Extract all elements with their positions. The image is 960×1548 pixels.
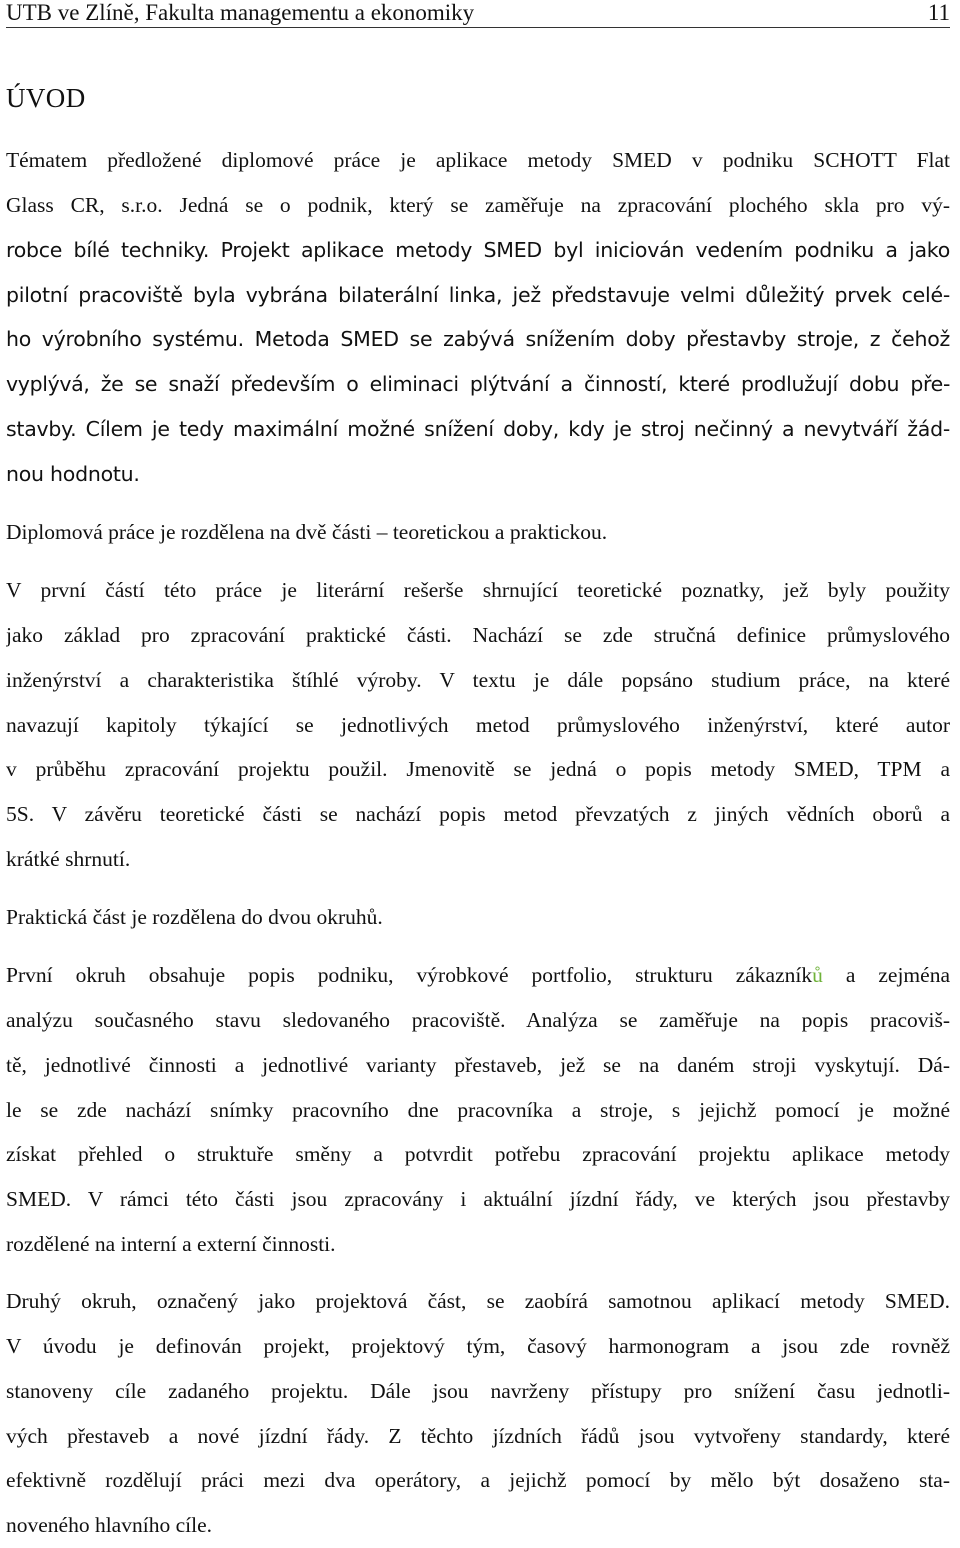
- paragraph-line: le se zde nachází snímky pracovního dne pracovníka a stroje, s jejichž pomocí je možné: [6, 1097, 950, 1122]
- paragraph-line: V úvodu je definován projekt, projektový tým, časový harmonogram a jsou zde rovněž: [6, 1333, 950, 1358]
- page-header: [6, 0, 950, 28]
- paragraph-line: analýzu současného stavu sledovaného pracoviště. Analýza se zaměřuje na popis pracoviš-: [6, 1007, 950, 1032]
- paragraph-line: 5S. V závěru teoretické části se nachází popis metod převzatých z jiných vědních oborů a: [6, 802, 950, 827]
- paragraph-structure: [6, 510, 950, 555]
- paragraph-line: vyplývá, že se snaží především o eliminaci plýtvání a činností, které prodlužují dobu pře-: [6, 372, 950, 397]
- paragraph-line: inženýrství a charakteristika štíhlé výroby. V textu je dále popsáno studium práce, na které: [6, 667, 950, 692]
- paragraph-line: stavby. Cílem je tedy maximální možné snížení doby, kdy je stroj nečinný a nevytváří žád-: [6, 417, 950, 442]
- paragraph-line: noveného hlavního cíle.: [6, 1513, 212, 1538]
- paragraph-line: stanoveny cíle zadaného projektu. Dále jsou navrženy přístupy pro snížení času jednotli-: [6, 1378, 950, 1403]
- paragraph-line: Glass CR, s.r.o. Jedná se o podnik, který se zaměřuje na zpracování plochého skla pro vý-: [6, 192, 950, 217]
- paragraph-line: SMED. V rámci této části jsou zpracovány i aktuální jízdní řády, ve kterých jsou přestavby: [6, 1187, 950, 1212]
- paragraph-line: [6, 953, 950, 998]
- line-text: a zejména: [822, 963, 950, 987]
- paragraph-theory: [6, 568, 950, 882]
- paragraph-line: robce bílé techniky. Projekt aplikace metody SMED byl iniciován vedením podniku a jako: [6, 237, 950, 262]
- section-heading: ÚVOD: [6, 83, 86, 113]
- paragraph-line: Druhý okruh, označený jako projektová část, se zaobírá samotnou aplikací metody SMED.: [6, 1289, 950, 1313]
- paragraph-line: navazují kapitoly týkající se jednotlivých metod průmyslového inženýrství, které autor: [6, 712, 950, 737]
- running-title: UTB ve Zlíně, Fakulta managementu a ekonomiky: [6, 0, 475, 25]
- page-number: 11: [927, 0, 950, 25]
- paragraph-line: vých přestaveb a nové jízdní řády. Z těchto jízdních řádů jsou vytvořeny standardy, které: [6, 1423, 950, 1448]
- paragraph-line: jako základ pro zpracování praktické části. Nachází se zde stručná definice průmyslového: [6, 622, 950, 647]
- paragraph-line: tě, jednotlivé činnosti a jednotlivé varianty přestaveb, jež se na daném stroji vyskytují. Dá-: [6, 1052, 950, 1077]
- paragraph-line: krátké shrnutí.: [6, 847, 131, 872]
- paragraph-line: Praktická část je rozdělena do dvou okruhů.: [6, 905, 383, 929]
- paragraph-line: získat přehled o struktuře směny a potvrdit potřebu zpracování projektu aplikace metody: [6, 1142, 950, 1167]
- paragraph-line: rozdělené na interní a externí činnosti.: [6, 1232, 336, 1257]
- paragraph-line: v průběhu zpracování projektu použil. Jmenovitě se jedná o popis metody SMED, TPM a: [6, 757, 950, 782]
- paragraph-line: pilotní pracoviště byla vybrána bilaterální linka, jež představuje velmi důležitý prvek celé-: [6, 282, 950, 307]
- paragraph-line: efektivně rozdělují práci mezi dva operátory, a jejichž pomocí by mělo být dosaženo sta-: [6, 1468, 950, 1493]
- paragraph-first-part: [6, 953, 950, 1267]
- paragraph-line: Diplomová práce je rozdělena na dvě části – teoretickou a praktickou.: [6, 520, 608, 544]
- paragraph-intro: [6, 138, 950, 497]
- paragraph-practical: [6, 895, 950, 940]
- paragraph-line: V první částí této práce je literární rešerše shrnující teoretické poznatky, jež byly použity: [6, 578, 950, 602]
- line-text: První okruh obsahuje popis podniku, výrobkové portfolio, strukturu zákazník: [6, 963, 813, 987]
- paragraph-second-part: [6, 1279, 950, 1548]
- accent-character: ů: [812, 963, 823, 987]
- paragraph-line: Tématem předložené diplomové práce je aplikace metody SMED v podniku SCHOTT Flat: [6, 148, 950, 172]
- paragraph-line: ho výrobního systému. Metoda SMED se zabývá snížením doby přestavby stroje, z čehož: [6, 327, 950, 352]
- paragraph-line: nou hodnotu.: [6, 461, 140, 486]
